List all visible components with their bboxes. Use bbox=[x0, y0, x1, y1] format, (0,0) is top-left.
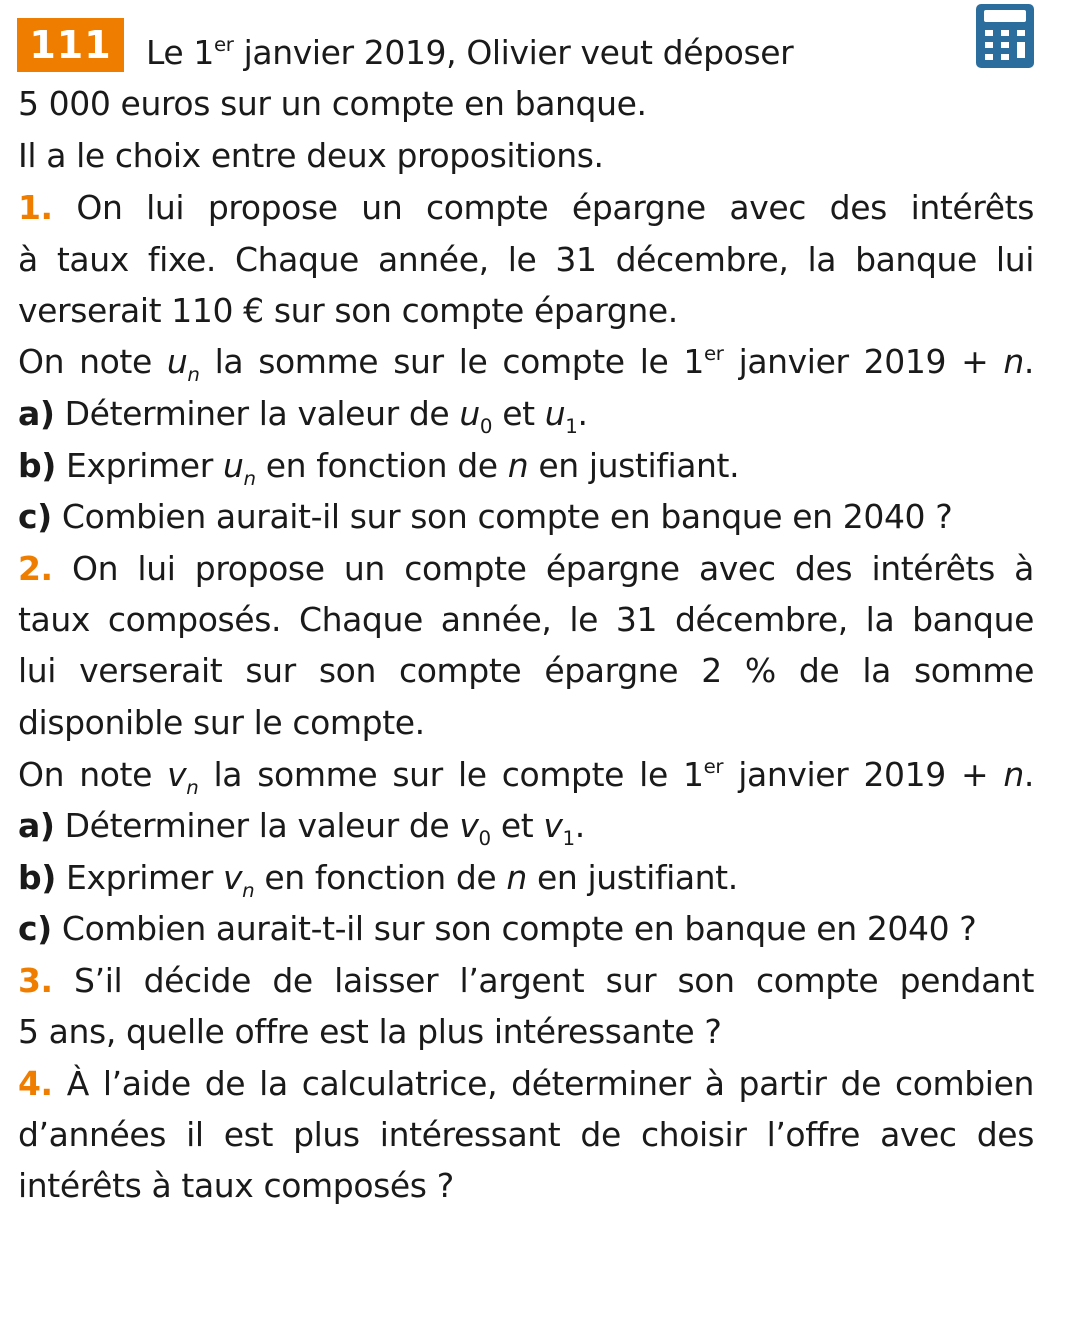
intro-line-2: 5 000 euros sur un compte en banque. bbox=[18, 84, 647, 123]
q1-line-3: verserait 110 € sur son compte épargne. bbox=[18, 291, 678, 330]
exercise-number-badge: 111 bbox=[17, 18, 124, 72]
intro-line-1: Le 1er janvier 2019, Olivier veut déposer bbox=[146, 33, 794, 72]
q3-number: 3. bbox=[18, 961, 53, 1000]
intro-line-3: Il a le choix entre deux propositions. bbox=[18, 136, 604, 175]
q2-number: 2. bbox=[18, 549, 53, 588]
q4-line-2: d’années il est plus intéressant de choisir l’offre avec des bbox=[18, 1115, 1034, 1154]
q2-part-c: c) Combien aurait-t-il sur son compte en banque en 2040 ? bbox=[18, 909, 977, 948]
q2-line-3: lui verserait sur son compte épargne 2 % de la somme bbox=[18, 651, 1034, 690]
q2-line-2: taux composés. Chaque année, le 31 décembre, la banque bbox=[18, 600, 1034, 639]
q4-line-1: 4. À l’aide de la calculatrice, déterminer à partir de combien bbox=[18, 1064, 1034, 1103]
q2-part-a: a) Déterminer la valeur de $v_0$ et $v_1$. bbox=[18, 806, 585, 850]
q2-part-b: b) Exprimer $v_n$ en fonction de n en justifiant. bbox=[18, 858, 738, 902]
q4-line-3: intérêts à taux composés ? bbox=[18, 1166, 454, 1205]
q3-line-2: 5 ans, quelle offre est la plus intéressante ? bbox=[18, 1012, 722, 1051]
q1-part-b: b) Exprimer $u_n$ en fonction de n en justifiant. bbox=[18, 446, 740, 490]
q4-number: 4. bbox=[18, 1064, 53, 1103]
q2-line-1: 2. On lui propose un compte épargne avec des intérêts à bbox=[18, 549, 1034, 588]
q1-part-c: c) Combien aurait-il sur son compte en banque en 2040 ? bbox=[18, 497, 953, 536]
q1-line-2: à taux fixe. Chaque année, le 31 décembre, la banque lui bbox=[18, 240, 1034, 279]
q2-line-4: disponible sur le compte. bbox=[18, 703, 425, 742]
q1-part-a: a) Déterminer la valeur de $u_0$ et $u_1$. bbox=[18, 394, 588, 438]
q1-number: 1. bbox=[18, 188, 53, 227]
q1-note: On note $u_n$ la somme sur le compte le 1er janvier 2019 + n. bbox=[18, 342, 1034, 386]
q3-line-1: 3. S’il décide de laisser l’argent sur son compte pendant bbox=[18, 961, 1034, 1000]
q2-note: On note $v_n$ la somme sur le compte le 1er janvier 2019 + n. bbox=[18, 755, 1034, 799]
q1-line-1: 1. On lui propose un compte épargne avec des intérêts bbox=[18, 188, 1034, 227]
